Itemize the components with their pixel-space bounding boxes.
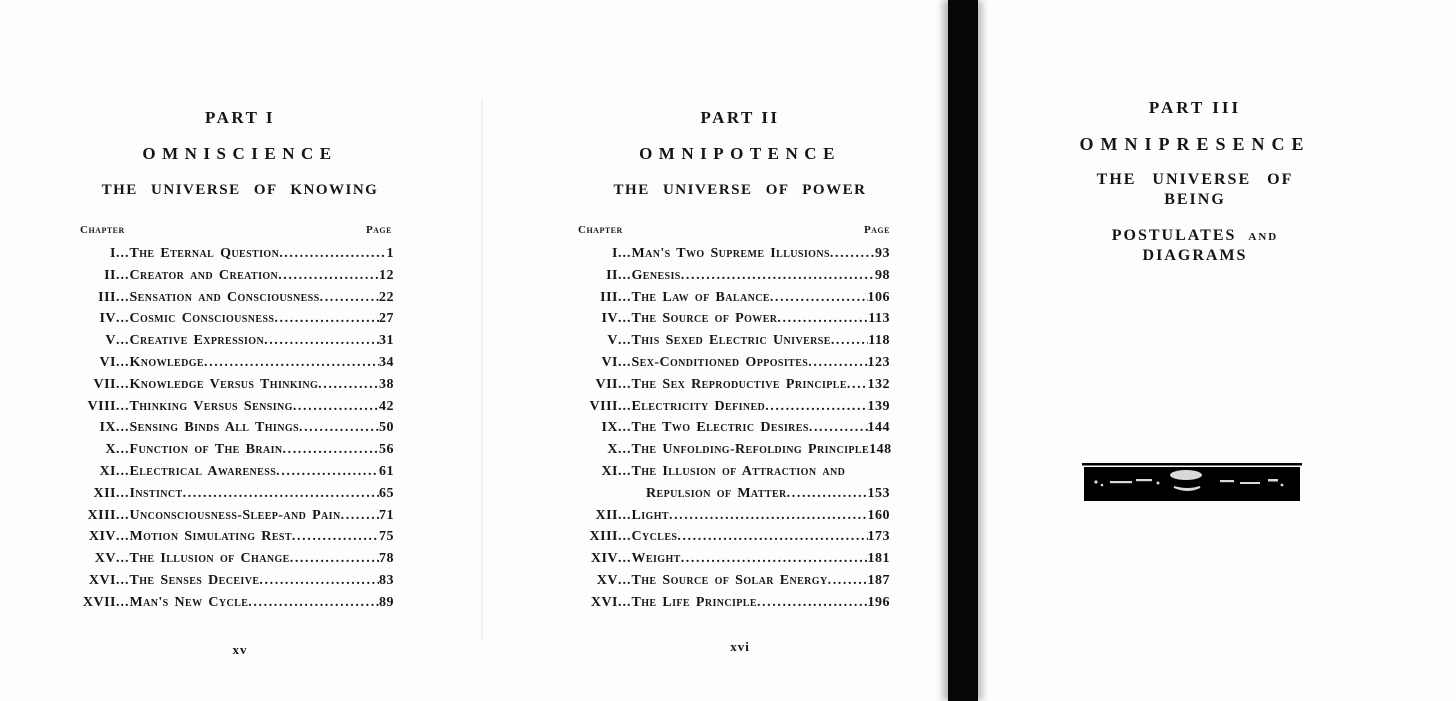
book-spine bbox=[948, 0, 978, 701]
dot-leader bbox=[290, 548, 379, 570]
separator-dots: ... bbox=[116, 529, 130, 545]
chapter-numeral: XII bbox=[93, 485, 116, 501]
dot-leader bbox=[320, 287, 379, 309]
dot-leader bbox=[299, 417, 379, 439]
chapter-title: Cycles bbox=[631, 529, 678, 545]
separator-dots: ... bbox=[116, 420, 130, 436]
dot-leader bbox=[681, 548, 868, 570]
chapter-page-number: 12 bbox=[379, 267, 394, 283]
chapter-numeral: XVI bbox=[590, 594, 618, 610]
chapter-numeral: XIII bbox=[87, 507, 116, 523]
separator-dots: ... bbox=[116, 246, 130, 261]
chapter-title: Man's New Cycle bbox=[129, 594, 249, 610]
chapter-numeral: XIII bbox=[589, 529, 618, 545]
toc-row bbox=[572, 505, 890, 527]
dot-leader bbox=[259, 570, 379, 592]
dot-leader bbox=[276, 461, 379, 483]
separator-dots: ... bbox=[116, 311, 130, 327]
toc-row-continuation bbox=[572, 483, 890, 505]
chapter-page-number: 173 bbox=[867, 529, 890, 545]
page-right bbox=[978, 0, 1456, 701]
toc-row bbox=[70, 483, 394, 505]
chapter-numeral: XIV bbox=[88, 529, 116, 545]
chapter-page-number: 27 bbox=[379, 311, 394, 327]
chapter-page-number: 56 bbox=[379, 442, 394, 458]
dot-leader bbox=[183, 483, 379, 505]
chapter-title: Instinct bbox=[129, 485, 183, 501]
chapter-numeral: XIV bbox=[590, 551, 618, 567]
separator-dots: ... bbox=[116, 267, 130, 283]
chapter-page-number: 83 bbox=[379, 572, 394, 588]
separator-dots: ... bbox=[116, 354, 130, 370]
chapter-title: The Eternal Question bbox=[129, 246, 280, 261]
dot-leader bbox=[757, 592, 868, 614]
chapter-title-continued: Repulsion of Matter bbox=[646, 485, 787, 501]
chapter-numeral: XI bbox=[601, 463, 618, 479]
toc-row bbox=[572, 570, 890, 592]
chapter-title: The Senses Deceive bbox=[129, 572, 260, 588]
dot-leader bbox=[765, 396, 867, 418]
dot-leader bbox=[278, 265, 379, 287]
dot-leader bbox=[318, 374, 379, 396]
chapter-column-label: Chapter bbox=[80, 224, 125, 236]
toc-row bbox=[70, 374, 394, 396]
dot-leader bbox=[264, 330, 379, 352]
toc-row bbox=[70, 570, 394, 592]
chapter-title: The Law of Balance bbox=[631, 289, 770, 305]
chapter-page-number: 31 bbox=[379, 333, 394, 349]
separator-dots: ... bbox=[116, 376, 130, 392]
toc-row bbox=[572, 526, 890, 548]
separator-dots: ... bbox=[618, 551, 632, 567]
separator-dots: ... bbox=[116, 442, 130, 458]
separator-dots: ... bbox=[618, 289, 632, 305]
toc-row bbox=[572, 243, 890, 265]
chapter-title: Creator and Creation bbox=[129, 267, 279, 283]
column-labels bbox=[80, 224, 392, 236]
chapter-title: Unconsciousness-Sleep-and Pain bbox=[129, 507, 341, 523]
dot-leader bbox=[847, 374, 868, 396]
chapter-title: Light bbox=[631, 507, 669, 523]
chapter-numeral: IX bbox=[99, 420, 116, 436]
chapter-page-number: 118 bbox=[868, 333, 890, 349]
separator-dots: ... bbox=[116, 572, 130, 588]
chapter-page-number: 65 bbox=[379, 485, 394, 501]
toc-row bbox=[70, 265, 394, 287]
chapter-numeral: VIII bbox=[87, 398, 116, 414]
toc-row bbox=[70, 592, 394, 614]
chapter-page-number: 187 bbox=[867, 572, 890, 588]
chapter-title: Creative Expression bbox=[129, 333, 265, 349]
chapter-title: The Sex Reproductive Principle bbox=[631, 376, 847, 392]
dot-leader bbox=[808, 352, 867, 374]
dot-leader bbox=[274, 308, 379, 330]
page-left bbox=[0, 0, 484, 701]
chapter-title: The Illusion of Change bbox=[129, 551, 290, 567]
part-label: PART I bbox=[205, 108, 275, 127]
chapter-title: Electricity Defined bbox=[631, 398, 766, 414]
page-middle bbox=[484, 0, 950, 701]
chapter-numeral: X bbox=[105, 442, 116, 458]
toc-row bbox=[70, 308, 394, 330]
separator-dots: ... bbox=[116, 594, 130, 610]
dot-leader bbox=[681, 265, 875, 287]
chapter-title: Knowledge Versus Thinking bbox=[129, 376, 319, 392]
separator-dots: ... bbox=[116, 289, 130, 305]
toc-row bbox=[70, 505, 394, 527]
separator-dots: ... bbox=[618, 333, 632, 349]
chapter-title: Genesis bbox=[631, 267, 681, 283]
dot-leader bbox=[828, 570, 868, 592]
dot-leader bbox=[204, 352, 379, 374]
toc-row bbox=[572, 548, 890, 570]
dot-leader bbox=[341, 505, 379, 527]
chapter-numeral: III bbox=[600, 289, 618, 305]
part-title: OMNIPRESENCE bbox=[1079, 134, 1311, 154]
dot-leader bbox=[279, 243, 386, 265]
toc-row bbox=[572, 352, 890, 374]
separator-dots: ... bbox=[618, 442, 632, 458]
chapter-page-number: 132 bbox=[867, 376, 890, 392]
toc-row bbox=[572, 417, 890, 439]
separator-dots: ... bbox=[618, 267, 632, 283]
chapter-page-number: 50 bbox=[379, 420, 394, 436]
chapter-page-number: 75 bbox=[379, 529, 394, 545]
dot-leader bbox=[248, 592, 379, 614]
chapter-numeral: VI bbox=[99, 354, 116, 370]
separator-dots: ... bbox=[116, 507, 130, 523]
chapter-page-number: 1 bbox=[386, 246, 394, 261]
part-subtitle: THE UNIVERSE OF POWER bbox=[613, 182, 867, 198]
toc-row bbox=[572, 592, 890, 614]
dot-leader bbox=[292, 526, 379, 548]
chapter-numeral: IV bbox=[99, 311, 116, 327]
chapter-page-number: 93 bbox=[875, 246, 890, 261]
dark-image-strip bbox=[1082, 463, 1302, 501]
separator-dots: ... bbox=[618, 572, 632, 588]
chapter-title: This Sexed Electric Universe bbox=[631, 333, 831, 349]
chapter-title: Function of The Brain bbox=[129, 442, 283, 458]
chapter-page-number: 123 bbox=[867, 354, 890, 370]
dot-leader bbox=[669, 505, 868, 527]
part-heading-block bbox=[62, 108, 418, 200]
chapter-title: The Unfolding-Refolding Principle bbox=[631, 442, 870, 458]
part-heading-block bbox=[562, 108, 918, 200]
chapter-title: Sex-Conditioned Opposites bbox=[631, 354, 809, 370]
chapter-title: The Life Principle bbox=[631, 594, 757, 610]
separator-dots: ... bbox=[618, 398, 632, 414]
chapter-numeral: IX bbox=[601, 420, 618, 436]
chapter-title: Weight bbox=[631, 551, 681, 567]
separator-dots: ... bbox=[618, 529, 632, 545]
chapter-title: Thinking Versus Sensing bbox=[129, 398, 293, 414]
chapter-page-number: 160 bbox=[867, 507, 890, 523]
chapter-title: Man's Two Supreme Illusions bbox=[631, 246, 830, 261]
dot-leader bbox=[809, 417, 868, 439]
chapter-page-number: 89 bbox=[379, 594, 394, 610]
dot-leader bbox=[770, 287, 868, 309]
chapter-numeral: VII bbox=[93, 376, 116, 392]
toc-list-part2 bbox=[572, 243, 890, 614]
separator-dots: ... bbox=[618, 376, 632, 392]
chapter-page-number: 98 bbox=[875, 267, 890, 283]
separator-dots: ... bbox=[618, 246, 632, 261]
dot-leader bbox=[283, 439, 380, 461]
toc-row bbox=[70, 417, 394, 439]
separator-dots: ... bbox=[618, 420, 632, 436]
chapter-page-number: 181 bbox=[867, 551, 890, 567]
toc-row bbox=[70, 439, 394, 461]
toc-row bbox=[572, 374, 890, 396]
chapter-title: The Source of Solar Energy bbox=[631, 572, 828, 588]
chapter-page-number: 148 bbox=[869, 442, 892, 458]
chapter-numeral: V bbox=[607, 333, 618, 349]
chapter-numeral: VI bbox=[601, 354, 618, 370]
chapter-page-number: 106 bbox=[867, 289, 890, 305]
toc-row bbox=[572, 461, 890, 483]
separator-dots: ... bbox=[618, 507, 632, 523]
toc-row bbox=[572, 308, 890, 330]
chapter-page-number: 139 bbox=[867, 398, 890, 414]
chapter-title: The Illusion of Attraction and bbox=[631, 463, 846, 479]
toc-row bbox=[70, 548, 394, 570]
chapter-numeral: I bbox=[110, 246, 116, 261]
chapter-numeral: V bbox=[105, 333, 116, 349]
chapter-numeral: XV bbox=[94, 551, 116, 567]
chapter-column-label: Chapter bbox=[578, 224, 623, 236]
chapter-page-number: 22 bbox=[379, 289, 394, 305]
chapter-page-number: 78 bbox=[379, 551, 394, 567]
dot-leader bbox=[787, 483, 868, 505]
chapter-numeral: XII bbox=[595, 507, 618, 523]
chapter-numeral: XVI bbox=[88, 572, 116, 588]
chapter-title: Sensation and Consciousness bbox=[129, 289, 320, 305]
chapter-numeral: X bbox=[607, 442, 618, 458]
toc-row bbox=[70, 330, 394, 352]
chapter-page-number: 34 bbox=[379, 354, 394, 370]
toc-row bbox=[572, 396, 890, 418]
chapter-title: The Source of Power bbox=[631, 311, 778, 327]
chapter-numeral: VIII bbox=[589, 398, 618, 414]
toc-row bbox=[70, 243, 394, 265]
separator-dots: ... bbox=[116, 463, 130, 479]
toc-row bbox=[572, 439, 890, 461]
chapter-numeral: XV bbox=[596, 572, 618, 588]
separator-dots: ... bbox=[116, 551, 130, 567]
separator-dots: ... bbox=[116, 398, 130, 414]
chapter-page-number: 42 bbox=[379, 398, 394, 414]
part-title: OMNISCIENCE bbox=[142, 144, 338, 163]
chapter-title: Motion Simulating Rest bbox=[129, 529, 292, 545]
part-label: PART II bbox=[700, 108, 780, 127]
toc-row bbox=[70, 352, 394, 374]
chapter-numeral: IV bbox=[601, 311, 618, 327]
chapter-title: Electrical Awareness bbox=[129, 463, 277, 479]
toc-row bbox=[70, 526, 394, 548]
dot-leader bbox=[831, 330, 868, 352]
dot-leader bbox=[677, 526, 867, 548]
dot-leader bbox=[777, 308, 868, 330]
separator-dots: ... bbox=[618, 354, 632, 370]
chapter-numeral: XVII bbox=[82, 594, 116, 610]
page-fold-line bbox=[481, 100, 483, 640]
part-subtitle2: POSTULATES and DIAGRAMS bbox=[1111, 227, 1279, 264]
toc-list-part1 bbox=[70, 243, 394, 614]
chapter-numeral: III bbox=[98, 289, 116, 305]
toc-row bbox=[572, 265, 890, 287]
page-column-label: Page bbox=[863, 224, 890, 236]
toc-row bbox=[572, 330, 890, 352]
chapter-title: Knowledge bbox=[129, 354, 204, 370]
chapter-page-number: 113 bbox=[868, 311, 890, 327]
chapter-numeral: II bbox=[104, 267, 116, 283]
chapter-page-number: 38 bbox=[379, 376, 394, 392]
page-column-label: Page bbox=[365, 224, 392, 236]
toc-row bbox=[70, 287, 394, 309]
chapter-numeral: XI bbox=[99, 463, 116, 479]
part-heading-block bbox=[1060, 98, 1330, 266]
folio: xvi bbox=[730, 639, 750, 654]
chapter-title: Cosmic Consciousness bbox=[129, 311, 275, 327]
chapter-page-number: 61 bbox=[379, 463, 394, 479]
toc-row bbox=[70, 461, 394, 483]
toc-row bbox=[572, 287, 890, 309]
separator-dots: ... bbox=[618, 311, 632, 327]
part-label: PART III bbox=[1148, 98, 1242, 117]
chapter-title: Sensing Binds All Things bbox=[129, 420, 299, 436]
part-subtitle: THE UNIVERSE OF KNOWING bbox=[101, 182, 379, 198]
dot-leader bbox=[293, 396, 379, 418]
folio: xv bbox=[232, 642, 248, 657]
separator-dots: ... bbox=[618, 594, 632, 610]
chapter-page-number: 196 bbox=[867, 594, 890, 610]
separator-dots: ... bbox=[116, 333, 130, 349]
chapter-page-number: 144 bbox=[867, 420, 890, 436]
chapter-page-number: 153 bbox=[867, 485, 890, 501]
chapter-title: The Two Electric Desires bbox=[631, 420, 809, 436]
toc-row bbox=[70, 396, 394, 418]
chapter-numeral: II bbox=[606, 267, 618, 283]
dot-leader bbox=[830, 243, 875, 265]
chapter-numeral: I bbox=[612, 246, 618, 261]
part-title: OMNIPOTENCE bbox=[639, 144, 841, 163]
separator-dots: ... bbox=[618, 463, 632, 479]
separator-dots: ... bbox=[116, 485, 130, 501]
part-subtitle: THE UNIVERSE OF BEING bbox=[1096, 171, 1294, 208]
chapter-numeral: VII bbox=[595, 376, 618, 392]
chapter-page-number: 71 bbox=[379, 507, 394, 523]
column-labels bbox=[578, 224, 890, 236]
